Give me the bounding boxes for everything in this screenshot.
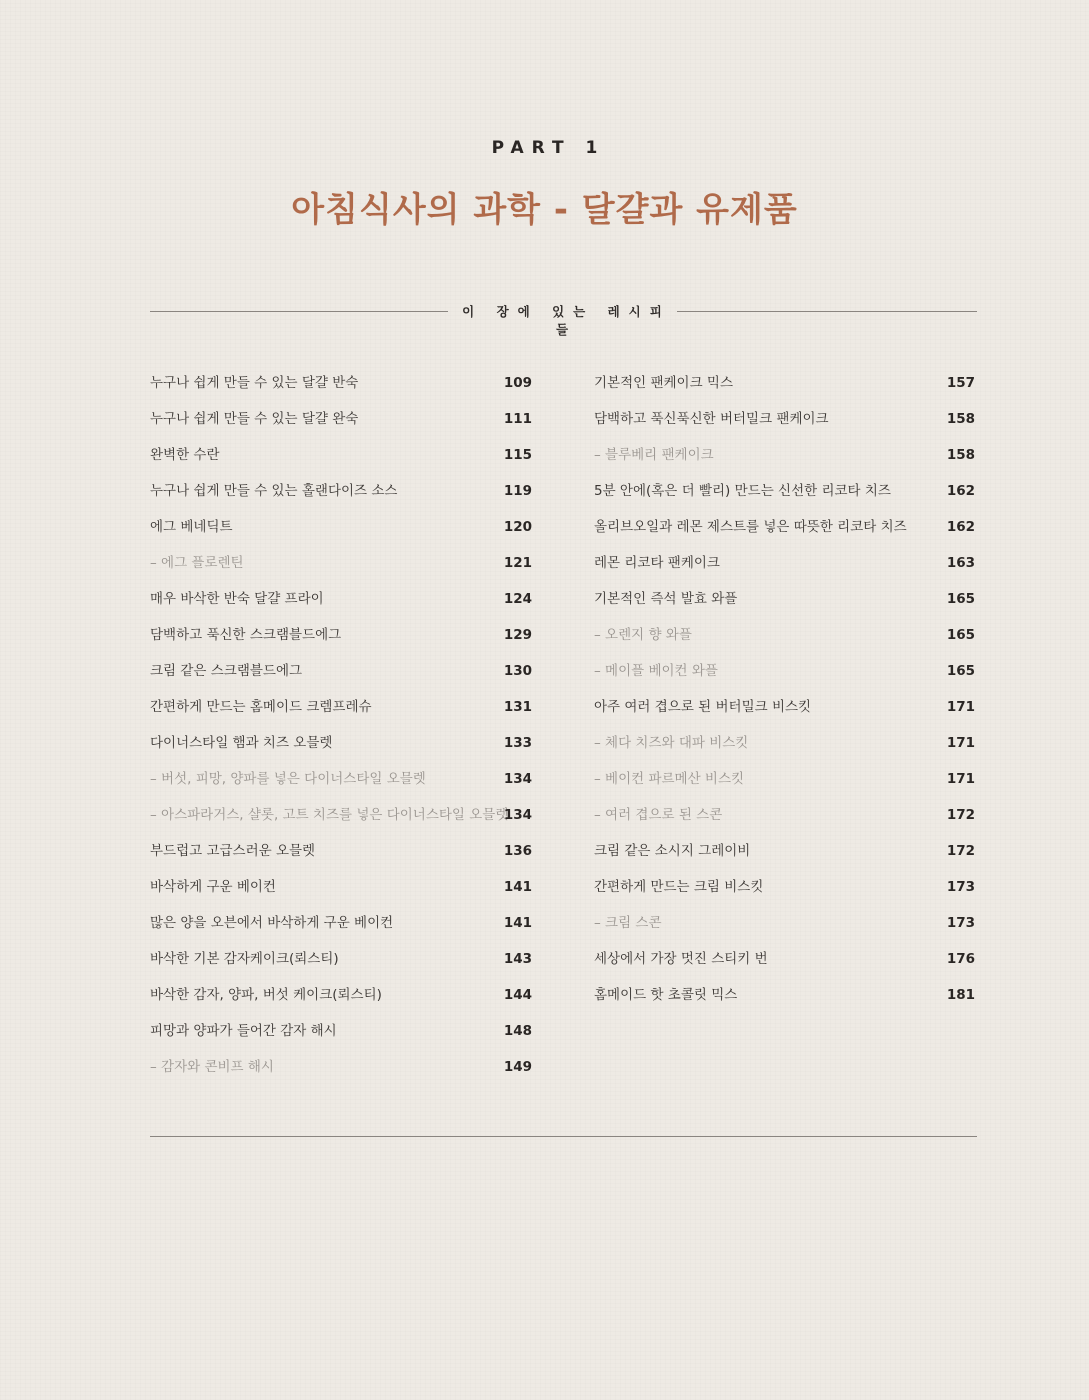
recipe-title: 5분 안에(혹은 더 빨리) 만드는 신선한 리코타 치즈 bbox=[594, 483, 891, 499]
recipe-row bbox=[594, 841, 975, 877]
recipe-title: 매우 바삭한 반숙 달걀 프라이 bbox=[150, 591, 324, 607]
recipe-row bbox=[150, 949, 532, 985]
recipe-list-left bbox=[150, 373, 532, 1093]
recipe-page-number: 165 bbox=[946, 663, 975, 679]
recipe-variation-row bbox=[150, 1057, 532, 1093]
recipe-page-number: 149 bbox=[503, 1059, 532, 1075]
recipe-row bbox=[594, 877, 975, 913]
recipe-page-number: 181 bbox=[946, 987, 975, 1003]
recipe-title: 다이너스타일 햄과 치즈 오믈렛 bbox=[150, 735, 333, 751]
recipe-title: 세상에서 가장 멋진 스티키 번 bbox=[594, 951, 768, 967]
recipe-row bbox=[150, 877, 532, 913]
recipe-title: 아주 여러 겹으로 된 버터밀크 비스킷 bbox=[594, 699, 812, 715]
recipe-variation-row bbox=[594, 625, 975, 661]
recipe-page-number: 157 bbox=[946, 375, 975, 391]
recipe-title: 간편하게 만드는 홈메이드 크렘프레슈 bbox=[150, 699, 372, 715]
recipe-title: 완벽한 수란 bbox=[150, 447, 220, 463]
recipe-title: 바삭한 기본 감자케이크(뢰스티) bbox=[150, 951, 339, 967]
recipe-title: – 감자와 콘비프 해시 bbox=[150, 1059, 274, 1075]
recipe-page-number: 143 bbox=[503, 951, 532, 967]
recipe-row bbox=[594, 481, 975, 517]
recipe-title: – 오렌지 향 와플 bbox=[594, 627, 692, 643]
recipe-row bbox=[594, 373, 975, 409]
chapter-title: 아침식사의 과학 - 달걀과 유제품 bbox=[291, 190, 798, 230]
recipe-row bbox=[150, 445, 532, 481]
recipe-row bbox=[150, 841, 532, 877]
recipe-title: – 여러 겹으로 된 스콘 bbox=[594, 807, 723, 823]
recipe-page-number: 141 bbox=[503, 879, 532, 895]
recipe-row bbox=[594, 697, 975, 733]
recipe-variation-row bbox=[594, 805, 975, 841]
recipe-page-number: 165 bbox=[946, 591, 975, 607]
recipe-title: 피망과 양파가 들어간 감자 해시 bbox=[150, 1023, 337, 1039]
recipe-title: 에그 베네딕트 bbox=[150, 519, 233, 535]
recipe-title: 누구나 쉽게 만들 수 있는 달걀 완숙 bbox=[150, 411, 359, 427]
recipe-page-number: 115 bbox=[503, 447, 532, 463]
recipe-page-number: 173 bbox=[946, 915, 975, 931]
recipe-page-number: 119 bbox=[503, 483, 532, 499]
recipe-row bbox=[594, 949, 975, 985]
recipe-row bbox=[594, 985, 975, 1021]
recipe-row bbox=[150, 697, 532, 733]
recipe-title: 많은 양을 오븐에서 바삭하게 구운 베이컨 bbox=[150, 915, 394, 931]
recipe-row bbox=[594, 517, 975, 553]
recipe-page-number: 165 bbox=[946, 627, 975, 643]
recipe-page-number: 158 bbox=[946, 447, 975, 463]
recipe-page-number: 171 bbox=[946, 771, 975, 787]
recipe-title: – 베이컨 파르메산 비스킷 bbox=[594, 771, 745, 787]
bottom-divider bbox=[150, 1136, 977, 1137]
recipe-variation-row bbox=[150, 553, 532, 589]
recipe-row bbox=[150, 625, 532, 661]
recipe-page-number: 176 bbox=[946, 951, 975, 967]
recipe-row bbox=[594, 553, 975, 589]
recipe-title: – 아스파라거스, 샬롯, 고트 치즈를 넣은 다이너스타일 오믈렛 bbox=[150, 807, 509, 823]
recipe-row bbox=[150, 481, 532, 517]
recipe-title: 담백하고 푹신한 스크램블드에그 bbox=[150, 627, 342, 643]
recipe-page-number: 162 bbox=[946, 519, 975, 535]
recipe-page-number: 158 bbox=[946, 411, 975, 427]
recipe-row bbox=[150, 1021, 532, 1057]
recipe-row bbox=[150, 985, 532, 1021]
recipe-page-number: 129 bbox=[503, 627, 532, 643]
section-label: 이 장에 있는 레시피들 bbox=[462, 304, 671, 337]
recipe-row bbox=[594, 409, 975, 445]
recipe-title: 누구나 쉽게 만들 수 있는 달걀 반숙 bbox=[150, 375, 359, 391]
recipe-page-number: 163 bbox=[946, 555, 975, 571]
recipe-title: – 버섯, 피망, 양파를 넣은 다이너스타일 오믈렛 bbox=[150, 771, 426, 787]
section-header bbox=[150, 300, 977, 337]
recipe-page-number: 131 bbox=[503, 699, 532, 715]
recipe-page-number: 134 bbox=[503, 771, 532, 787]
recipe-page-number: 148 bbox=[503, 1023, 532, 1039]
recipe-variation-row bbox=[594, 733, 975, 769]
recipe-page-number: 134 bbox=[503, 807, 532, 823]
recipe-row bbox=[150, 733, 532, 769]
recipe-page-number: 144 bbox=[503, 987, 532, 1003]
recipe-page-number: 121 bbox=[503, 555, 532, 571]
recipe-row bbox=[150, 409, 532, 445]
recipe-page-number: 172 bbox=[946, 807, 975, 823]
recipe-row bbox=[150, 373, 532, 409]
recipe-page-number: 171 bbox=[946, 699, 975, 715]
recipe-page-number: 124 bbox=[503, 591, 532, 607]
recipe-title: – 블루베리 팬케이크 bbox=[594, 447, 714, 463]
recipe-variation-row bbox=[594, 445, 975, 481]
recipe-page-number: 171 bbox=[946, 735, 975, 751]
recipe-list-right bbox=[594, 373, 975, 1021]
recipe-variation-row bbox=[594, 913, 975, 949]
recipe-page-number: 109 bbox=[503, 375, 532, 391]
recipe-title: 바삭한 감자, 양파, 버섯 케이크(뢰스티) bbox=[150, 987, 382, 1003]
recipe-row bbox=[150, 661, 532, 697]
recipe-page-number: 130 bbox=[503, 663, 532, 679]
recipe-title: 기본적인 즉석 발효 와플 bbox=[594, 591, 738, 607]
recipe-page-number: 120 bbox=[503, 519, 532, 535]
recipe-row bbox=[150, 589, 532, 625]
recipe-variation-row bbox=[150, 805, 532, 841]
recipe-title: – 메이플 베이컨 와플 bbox=[594, 663, 718, 679]
recipe-title: 레몬 리코타 팬케이크 bbox=[594, 555, 720, 571]
recipe-title: – 크림 스콘 bbox=[594, 915, 662, 931]
recipe-title: – 체다 치즈와 대파 비스킷 bbox=[594, 735, 749, 751]
recipe-page-number: 111 bbox=[503, 411, 532, 427]
recipe-page-number: 141 bbox=[503, 915, 532, 931]
recipe-row bbox=[150, 913, 532, 949]
recipe-title: 크림 같은 소시지 그레이비 bbox=[594, 843, 751, 859]
recipe-page-number: 172 bbox=[946, 843, 975, 859]
recipe-title: 담백하고 푹신푹신한 버터밀크 팬케이크 bbox=[594, 411, 829, 427]
recipe-variation-row bbox=[150, 769, 532, 805]
recipe-title: 홈메이드 핫 초콜릿 믹스 bbox=[594, 987, 738, 1003]
recipe-row bbox=[150, 517, 532, 553]
section-divider-left bbox=[150, 311, 448, 312]
recipe-row bbox=[594, 589, 975, 625]
recipe-title: 누구나 쉽게 만들 수 있는 홀랜다이즈 소스 bbox=[150, 483, 398, 499]
recipe-title: 올리브오일과 레몬 제스트를 넣은 따뜻한 리코타 치즈 bbox=[594, 519, 907, 535]
recipe-variation-row bbox=[594, 769, 975, 805]
recipe-title: 간편하게 만드는 크림 비스킷 bbox=[594, 879, 764, 895]
recipe-title: 부드럽고 고급스러운 오믈렛 bbox=[150, 843, 316, 859]
recipe-title: – 에그 플로렌틴 bbox=[150, 555, 244, 571]
recipe-title: 크림 같은 스크램블드에그 bbox=[150, 663, 303, 679]
section-divider-right bbox=[677, 311, 977, 312]
part-label: PART 1 bbox=[491, 138, 606, 158]
recipe-page-number: 173 bbox=[946, 879, 975, 895]
recipe-title: 바삭하게 구운 베이컨 bbox=[150, 879, 276, 895]
recipe-title: 기본적인 팬케이크 믹스 bbox=[594, 375, 733, 391]
recipe-page-number: 133 bbox=[503, 735, 532, 751]
recipe-page-number: 162 bbox=[946, 483, 975, 499]
recipe-page-number: 136 bbox=[503, 843, 532, 859]
recipe-variation-row bbox=[594, 661, 975, 697]
